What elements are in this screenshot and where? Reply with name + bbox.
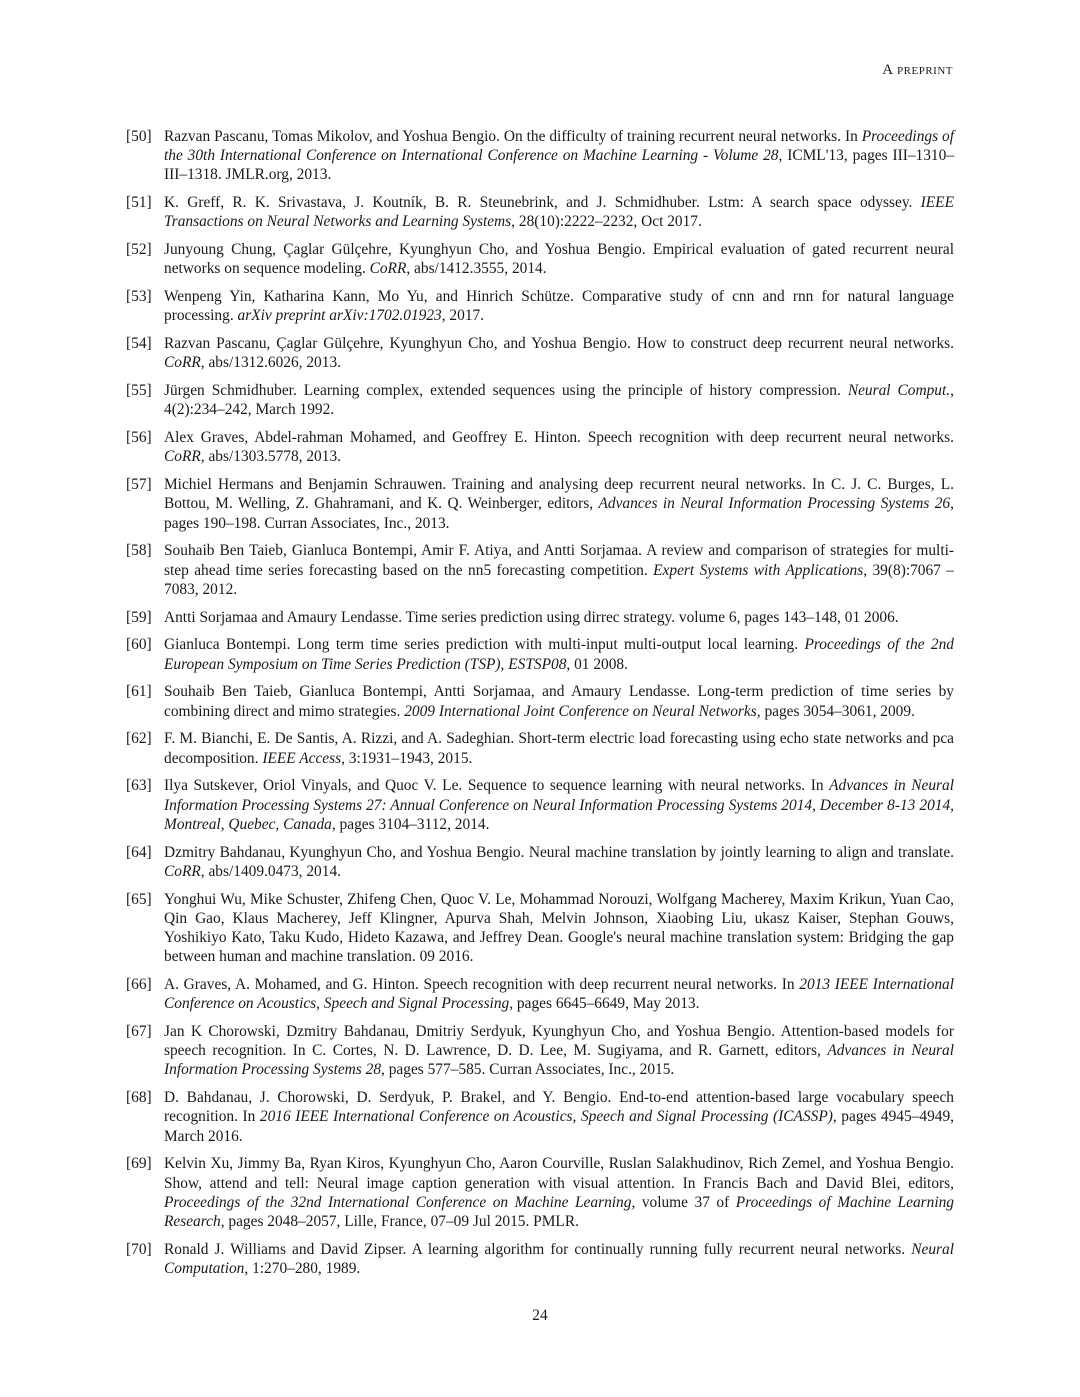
reference-segment: , 01 2008. [566,655,628,673]
reference-text [164,1022,954,1080]
reference-segment: D. Bahdanau, J. Chorowski, D. Serdyuk, P. Brakel, and Y. Bengio. End-to-end attention-based large vocabulary speech recognition. In [164,1089,954,1126]
reference-entry [126,428,954,466]
reference-entry [126,381,954,419]
reference-segment: Kelvin Xu, Jimmy Ba, Ryan Kiros, Kyunghyun Cho, Aaron Courville, Ruslan Salakhudinov, Rich Zemel, and Yoshua Bengio. Show, attend and tell: Neural image caption generation with visual attention. In Francis Bach and David Blei, editors, [164,1155,954,1192]
reference-segment: , 2017. [441,307,485,325]
reference-entry [126,1240,954,1278]
reference-text [164,1088,954,1146]
reference-text [164,541,954,599]
reference-text [164,682,954,720]
reference-venue: Neural Computation [164,1240,954,1278]
reference-venue: Proceedings of the 32nd International Conference on Machine Learning [164,1193,632,1211]
reference-number: [52] [126,241,152,259]
reference-segment: Michiel Hermans and Benjamin Schrauwen. Training and analysing deep recurrent neural networks. In C. J. C. Burges, L. Bottou, M. Welling, Z. Ghahramani, and K. Q. Weinberger, editors, [164,476,954,513]
reference-text [164,381,954,419]
reference-segment: Jürgen Schmidhuber. Learning complex, extended sequences using the principle of history compression. [164,382,848,400]
reference-text [164,475,954,533]
reference-segment: Souhaib Ben Taieb, Gianluca Bontempi, Amir F. Atiya, and Antti Sorjamaa. A review and comparison of strategies for multi-step ahead time series forecasting based on the nn5 forecasting competition. [164,542,954,579]
reference-segment: Gianluca Bontempi. Long term time series prediction with multi-input multi-output local learning. [164,636,805,654]
reference-number: [55] [126,382,152,400]
reference-venue: Neural Comput. [847,382,951,400]
reference-text [164,635,954,673]
reference-venue: 2016 IEEE International Conference on Acoustics, Speech and Signal Processing (ICASSP) [259,1108,833,1126]
reference-venue: CoRR [164,354,201,372]
reference-text [164,1240,954,1278]
reference-segment: F. M. Bianchi, E. De Santis, A. Rizzi, and A. Sadeghian. Short-term electric load forecasting using echo state networks and pca decomposition. [164,730,954,767]
reference-segment: , 39(8):7067 – 7083, 2012. [164,561,954,598]
reference-number: [58] [126,542,152,560]
reference-text [164,334,954,372]
reference-venue: CoRR [164,862,201,880]
reference-number: [51] [126,194,152,212]
reference-entry [126,1088,954,1146]
reference-number: [66] [126,976,152,994]
reference-number: [67] [126,1023,152,1041]
running-title: A preprint [882,62,953,78]
reference-segment: , pages 6645–6649, May 2013. [509,995,700,1013]
reference-entry [126,541,954,599]
reference-entry [126,240,954,278]
reference-segment: Junyoung Chung, Çaglar Gülçehre, Kyunghyun Cho, and Yoshua Bengio. Empirical evaluation of gated recurrent neural networks on sequence modeling. [164,241,954,278]
reference-text [164,1154,954,1231]
reference-text [164,843,954,881]
reference-venue: 2013 IEEE International Conference on Acoustics, Speech and Signal Processing [164,976,955,1013]
reference-segment: , pages 4945–4949, March 2016. [164,1108,955,1145]
reference-venue: CoRR [369,260,407,278]
reference-segment: Alex Graves, Abdel-rahman Mohamed, and Geoffrey E. Hinton. Speech recognition with deep recurrent neural networks. [164,429,954,447]
reference-entry [126,635,954,673]
reference-text [164,975,954,1013]
reference-entry [126,890,954,967]
reference-venue: Proceedings of the 30th International Conference on International Conference on Machine Learning - Volume 28 [164,128,954,165]
reference-venue: arXiv preprint arXiv:1702.01923 [237,307,442,325]
reference-entry [126,776,954,834]
reference-venue: IEEE Transactions on Neural Networks and Learning Systems [164,194,954,231]
reference-segment: , pages 577–585. Curran Associates, Inc., 2015. [381,1061,675,1079]
reference-segment: A. Graves, A. Mohamed, and G. Hinton. Speech recognition with deep recurrent neural networks. In [164,976,800,994]
reference-entry [126,1022,954,1080]
reference-segment: , 28(10):2222–2232, Oct 2017. [511,213,702,231]
reference-number: [59] [126,608,152,626]
reference-text [164,240,954,278]
reference-entry [126,287,954,325]
reference-segment: , abs/1412.3555, 2014. [406,260,547,278]
reference-venue: Expert Systems with Applications [653,561,864,579]
reference-venue: IEEE Access [262,749,342,767]
reference-segment: , 1:270–280, 1989. [244,1260,361,1278]
reference-segment: , abs/1303.5778, 2013. [200,448,341,466]
reference-text [164,890,954,967]
reference-venue: Advances in Neural Information Processing Systems 27: Annual Conference on Neural Information Processing Systems 2014, December 8-13 2014, Montreal, Quebec, Canada [164,777,954,833]
reference-segment: Ilya Sutskever, Oriol Vinyals, and Quoc V. Le. Sequence to sequence learning with neural networks. In [164,777,830,795]
reference-venue: Advances in Neural Information Processing Systems 28 [164,1042,954,1079]
reference-segment: , 3:1931–1943, 2015. [341,749,473,767]
reference-venue: 2009 International Joint Conference on Neural Networks [404,702,757,720]
reference-segment: , ICML'13, pages III–1310–III–1318. JMLR.org, 2013. [164,147,955,184]
reference-number: [61] [126,683,152,701]
reference-segment: Yonghui Wu, Mike Schuster, Zhifeng Chen, Quoc V. Le, Mohammad Norouzi, Wolfgang Macherey, Maxim Krikun, Yuan Cao, Qin Gao, Klaus Macherey, Jeff Klingner, Apurva Shah, Melvin Johnson, Xiaobing Liu, ukasz Kaiser, Stephan Gouws, Yoshikiyo Kato, Taku Kudo, Hideto Kazawa, and Jeffrey Dean. Google's neural machine translation system: Bridging the gap between human and machine translation. 09 2016. [164,890,954,966]
reference-entry [126,475,954,533]
reference-entry [126,975,954,1013]
reference-number: [65] [126,890,152,908]
reference-text [164,287,954,325]
reference-entry [126,729,954,767]
reference-segment: , 4(2):234–242, March 1992. [164,382,954,419]
reference-number: [56] [126,429,152,447]
reference-segment: , pages 3054–3061, 2009. [756,702,915,720]
reference-entry [126,843,954,881]
reference-segment: Dzmitry Bahdanau, Kyunghyun Cho, and Yoshua Bengio. Neural machine translation by jointly learning to align and translate. [164,843,954,861]
reference-segment: Razvan Pascanu, Çaglar Gülçehre, Kyunghyun Cho, and Yoshua Bengio. How to construct deep recurrent neural networks. [164,335,954,353]
reference-segment: Ronald J. Williams and David Zipser. A learning algorithm for continually running fully recurrent neural networks. [164,1240,912,1258]
reference-text [164,608,954,627]
reference-entry [126,608,954,627]
reference-segment: , pages 190–198. Curran Associates, Inc., 2013. [164,495,954,532]
reference-segment: , abs/1312.6026, 2013. [200,354,341,372]
reference-segment: Souhaib Ben Taieb, Gianluca Bontempi, Antti Sorjamaa, and Amaury Lendasse. Long-term prediction of time series by combining direct and mimo strategies. [164,683,954,720]
reference-segment: , abs/1409.0473, 2014. [200,862,341,880]
page-number: 24 [532,1307,548,1324]
reference-text [164,193,954,231]
reference-text [164,127,954,185]
reference-venue: Advances in Neural Information Processing Systems 26 [598,495,951,513]
reference-entry [126,1154,954,1231]
reference-number: [53] [126,288,152,306]
reference-text [164,776,954,834]
reference-segment: , pages 2048–2057, Lille, France, 07–09 Jul 2015. PMLR. [220,1213,579,1231]
reference-text [164,729,954,767]
reference-segment: Jan K Chorowski, Dzmitry Bahdanau, Dmitriy Serdyuk, Kyunghyun Cho, and Yoshua Bengio. Attention-based models for speech recognition. In C. Cortes, N. D. Lawrence, D. D. Lee, M. Sugiyama, and R. Garnett, editors, [164,1023,954,1060]
reference-segment: K. Greff, R. K. Srivastava, J. Koutník, B. R. Steunebrink, and J. Schmidhuber. Lstm: A search space odyssey. [164,194,921,212]
reference-segment: Antti Sorjamaa and Amaury Lendasse. Time series prediction using dirrec strategy. volume 6, pages 143–148, 01 2006. [164,608,899,626]
reference-venue: CoRR [164,448,201,466]
running-header [882,62,953,79]
reference-number: [60] [126,636,152,654]
reference-number: [64] [126,843,152,861]
reference-number: [69] [126,1155,152,1173]
reference-number: [63] [126,777,152,795]
reference-number: [68] [126,1089,152,1107]
reference-segment: , pages 3104–3112, 2014. [331,815,490,833]
reference-entry [126,682,954,720]
reference-venue: Proceedings of the 2nd European Symposium on Time Series Prediction (TSP), ESTSP08 [164,636,954,673]
reference-entry [126,127,954,185]
reference-number: [62] [126,730,152,748]
reference-list [126,127,954,1287]
reference-entry [126,193,954,231]
reference-segment: Wenpeng Yin, Katharina Kann, Mo Yu, and Hinrich Schütze. Comparative study of cnn and rnn for natural language processing. [164,288,954,325]
reference-number: [50] [126,128,152,145]
reference-venue: Proceedings of Machine Learning Research [164,1193,955,1231]
reference-segment: , volume 37 of [631,1193,736,1211]
reference-number: [54] [126,335,152,353]
reference-text [164,428,954,466]
reference-segment: Razvan Pascanu, Tomas Mikolov, and Yoshua Bengio. On the difficulty of training recurrent neural networks. In [164,128,862,145]
reference-entry [126,334,954,372]
reference-number: [57] [126,476,152,494]
reference-number: [70] [126,1240,152,1258]
